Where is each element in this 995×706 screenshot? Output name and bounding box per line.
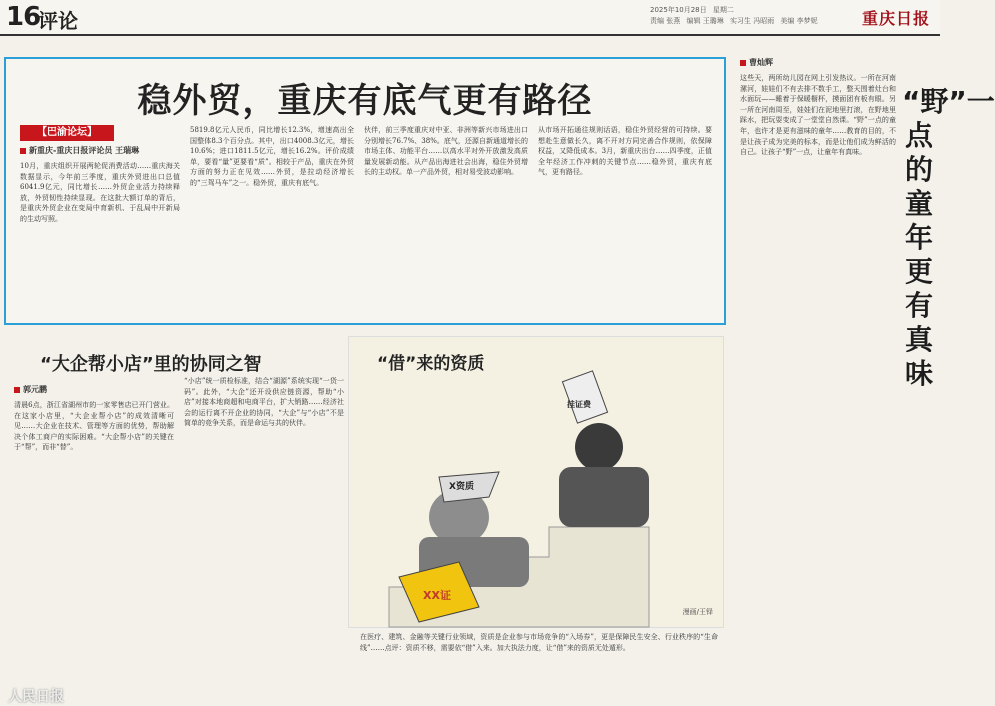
- editor: 美编 李梦妮: [780, 17, 818, 25]
- byline-marker-icon: [740, 60, 746, 66]
- certificate-label: XX证: [423, 589, 451, 602]
- editor: 编辑 王璐琳: [686, 17, 724, 25]
- lead-col-2: 5819.8亿元人民币，同比增长12.3%，增速高出全国整体8.3个百分点。其中，出口4008.3亿元，增长10.6%；进口1811.5亿元，增长16.2%。评价成绩单，要看“量”更要看“质”。相较于产品，重庆在外贸方面的努力正在见效……外贸，是拉动经济增长的“三驾马车”之一。稳外贸，重庆有底气。: [190, 126, 354, 187]
- editor: 责编 张燕: [650, 17, 681, 25]
- cartoon-comment: 在医疗、建筑、金融等关键行业领域，资质是企业参与市场竞争的“入场券”，更是保障民生安全、行业秩序的“生命线”……点评：资质不移，需要依“借”入来。加大执法力度，让“借”来的资质无处遁形。: [360, 633, 718, 652]
- lead-article[interactable]: [4, 57, 726, 325]
- section-title: 评论: [38, 9, 78, 33]
- masthead: [0, 0, 940, 36]
- byline-text: 曹灿辉: [749, 58, 773, 67]
- cap-label: X资质: [449, 482, 474, 492]
- column-tag: 【巴渝论坛】: [20, 125, 114, 141]
- masthead-info: [650, 5, 860, 27]
- side-title[interactable]: “野”一点的童年更有真味: [902, 85, 995, 390]
- weekday: 星期二: [712, 6, 734, 14]
- figure-body-top: [559, 467, 649, 527]
- lead-title[interactable]: 稳外贸，重庆有底气更有路径: [137, 81, 593, 121]
- side-text: 这些天，两所幼儿园在网上引发热议。一所在河南漯河，娃娃们不有去排不数手工，整天围着灶台和水面玩——睡着于保暖橱杯，摸面团有板有眼。另一所在河南周至，娃娃们在泥地里打滚，在野地里踩水，把玩耍变成了一堂堂自然课。“野”一点的童年，也许才是更有滋味的童年……教育的目的，不是让孩子成为完美的标本，而是让他们成为鲜活的自己。让孩子“野”一点，让童年有真味。: [740, 74, 896, 157]
- cartoon: [348, 336, 724, 628]
- lead-col-3: 伙伴，前三季度重庆对中亚、非洲等新兴市场进出口分别增长76.7%、38%。底气，还源自新通道增长的市场主体、功能平台……以高水平对外开放激发高质量发展新动能。从产品出海进社会出海，稳住外贸增长的主动权。单一产品外贸，相对易受波动影响。: [364, 126, 528, 177]
- byline-text: 新重庆-重庆日报评论员 王瑞琳: [29, 146, 140, 155]
- lead-byline: [20, 145, 139, 156]
- byline-marker-icon: [14, 387, 20, 393]
- byline-text: 郭元鹏: [23, 385, 47, 394]
- cartoon-illustration: [349, 337, 725, 629]
- page-number: 16: [6, 2, 41, 32]
- cartoon-title: “借”来的资质: [377, 354, 485, 374]
- side-article[interactable]: [730, 57, 995, 706]
- paper-logo: 重庆日报: [862, 9, 931, 28]
- second-byline: [14, 384, 47, 395]
- watermark: 人民日报: [8, 689, 64, 705]
- suitcase: [562, 371, 607, 423]
- figure-head-top: [575, 423, 623, 471]
- second-col-1: 清晨6点，浙江省湖州市的一家零售店已开门营业。在这家小店里，“大企业帮小店”的成效清晰可见……大企业在技术、管理等方面的优势，帮助解决个体工商户的实际困难。“大企帮小店”的关键在于“帮”，而非“替”。: [14, 401, 174, 452]
- second-article-title[interactable]: “大企帮小店”里的协同之智: [40, 354, 262, 375]
- editor: 实习生 冯昭雨: [729, 17, 775, 25]
- date: 2025年10月28日: [650, 6, 707, 14]
- lead-col-4: 从市场开拓通往规则话语，稳住外贸经营的可持续。要想赴生意做长久，离不开对方同完善合作规则，依保障权益，又降低成本。3月，新重庆出台……四季度，正值全年经济工作冲刺的关键节点……稳外贸，重庆有底气，更有路径。: [538, 126, 712, 177]
- side-byline: [740, 57, 773, 68]
- suitcase-label: 挂证费: [567, 400, 591, 409]
- byline-marker-icon: [20, 148, 26, 154]
- lead-col-1: 10月，重庆组织开展两轮促消费活动……重庆海关数据显示，今年前三季度，重庆外贸进出口总值6041.9亿元，同比增长……外贸企业活力持续释放，外贸韧性持续显现。在这批大额订单的背后，是重庆外贸企业在变局中育新机、于乱局中开新局的生动写照。: [20, 162, 180, 223]
- cartoon-credit: 漫画/王铎: [682, 608, 713, 616]
- second-col-2: “小店”统一质检标准，结合“湖源”系统实现“一货一码”。此外，“大企”还开设供应链资源，帮助“小店”对接本地商超和电商平台，扩大销路……经济社会的运行离不开企业的协同，“大企”与“小店”不是简单的竞争关系，而是命运与共的伙伴。: [184, 377, 344, 428]
